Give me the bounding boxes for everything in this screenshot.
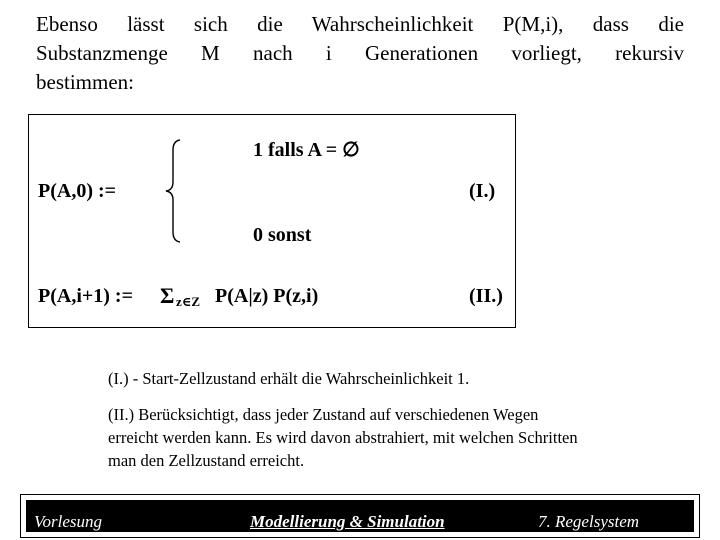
- formula-lhs-2: P(A,i+1) :=: [38, 285, 133, 307]
- intro-line-2: Substanzmenge M nach i Generationen vorliegt, rekursiv: [36, 41, 684, 65]
- formula-rhs-2: P(A|z) P(z,i): [215, 285, 319, 307]
- footer-center: Modellierung & Simulation: [250, 512, 445, 531]
- note-2-line-2: erreicht werden kann. Es wird davon abstrahiert, mit welchen Schritten: [108, 428, 578, 447]
- intro-paragraph: [36, 10, 684, 97]
- formula-label-1: (I.): [469, 180, 496, 202]
- sum-sigma: Σ: [160, 283, 175, 308]
- footer-bar: [20, 494, 700, 538]
- formula-lhs-1: P(A,0) :=: [38, 180, 117, 202]
- note-2: [108, 403, 688, 472]
- left-brace-icon: [158, 138, 184, 244]
- formula-case-1: 1 falls A = ∅: [253, 139, 360, 161]
- note-2-line-3: man den Zellzustand erreicht.: [108, 451, 305, 470]
- intro-line-1: Ebenso lässt sich die Wahrscheinlichkeit P(M,i), dass die: [36, 12, 684, 36]
- note-1: (I.) - Start-Zellzustand erhält die Wahrscheinlichkeit 1.: [108, 369, 470, 388]
- note-2-line-1: (II.) Berücksichtigt, dass jeder Zustand auf verschiedenen Wegen: [108, 405, 539, 424]
- formula-case-2: 0 sonst: [253, 224, 312, 246]
- formula-label-2: (II.): [469, 285, 503, 307]
- intro-line-3: bestimmen:: [36, 70, 134, 94]
- footer-left: Vorlesung: [34, 512, 102, 531]
- sum-subscript: z∈Z: [176, 294, 201, 309]
- footer-right: 7. Regelsystem: [538, 512, 640, 531]
- footer-inner: [26, 500, 694, 532]
